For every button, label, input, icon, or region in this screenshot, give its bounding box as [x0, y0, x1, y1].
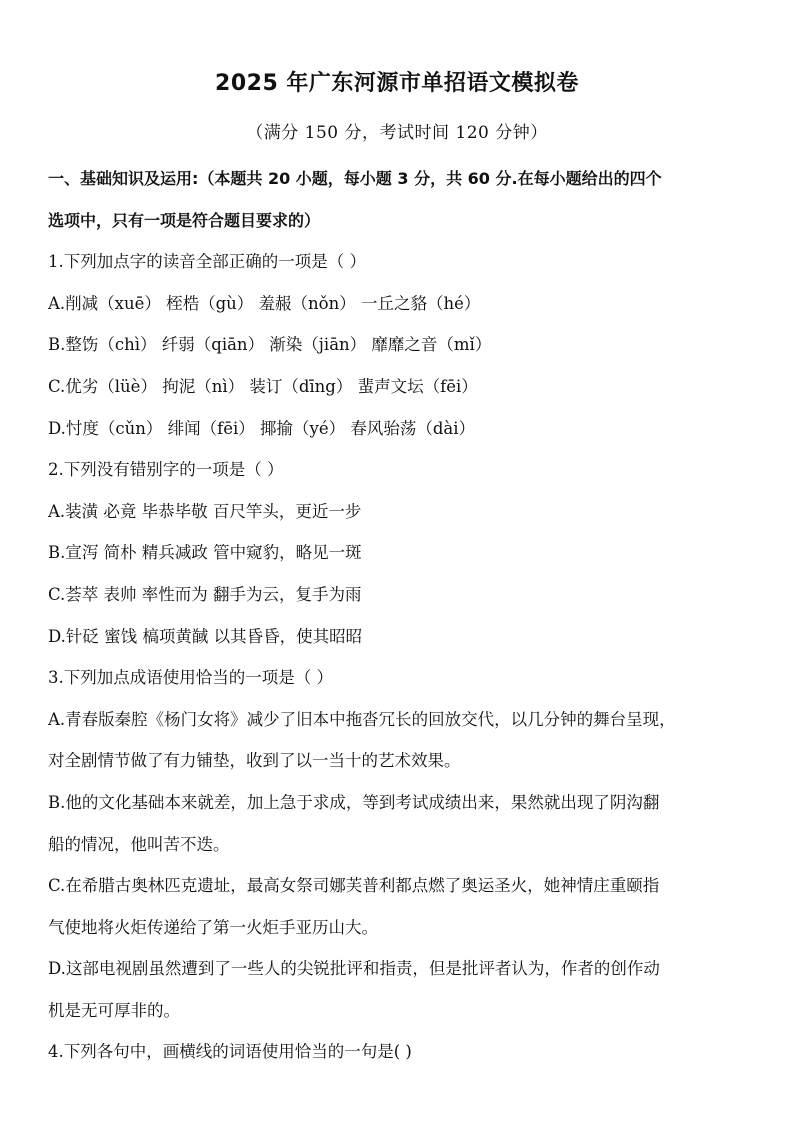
page-title: 2025 年广东河源市单招语文模拟卷 [215, 71, 579, 96]
question-3-option-d-line-2: 机是无可厚非的。 [48, 1000, 180, 1020]
question-1-option-c: C.优劣（lüè） 拘泥（nì） 装订（dīng） 蜚声文坛（fēi） [48, 376, 478, 396]
question-3-option-c-line-1: C.在希腊古奥林匹克遗址，最高女祭司娜芙普利都点燃了奥运圣火，她神情庄重颐指 [48, 876, 660, 896]
question-1-option-d: D.忖度（cǔn） 绯闻（fēi） 揶揄（yé） 春风骀荡（dài） [48, 418, 476, 438]
question-3-option-d-line-1: D.这部电视剧虽然遭到了一些人的尖锐批评和指责，但是批评者认为，作者的创作动 [48, 959, 660, 979]
question-3-stem: 3.下列加点成语使用恰当的一项是（ ） [48, 668, 333, 688]
question-1-option-a: A.削减（xuē） 桎梏（gù） 羞赧（nǒn） 一丘之貉（hé） [48, 293, 481, 313]
question-4-stem: 4.下列各句中，画横线的词语使用恰当的一句是( ) [48, 1042, 412, 1062]
section-heading-line-1: 一、基础知识及运用:（本题共 20 小题，每小题 3 分，共 60 分.在每小题给出的四个 [48, 169, 662, 188]
question-2-option-a: A.装潢 必竟 毕恭毕敬 百尺竿头，更近一步 [48, 501, 362, 521]
question-3-option-a-line-1: A.青春版秦腔《杨门女将》减少了旧本中拖沓冗长的回放交代，以几分钟的舞台呈现， [48, 709, 676, 729]
question-2-option-b: B.宣泻 简朴 精兵减政 管中窥豹，略见一斑 [48, 543, 362, 563]
exam-body [48, 158, 760, 1073]
question-3-option-b-line-2: 船的情况，他叫苦不迭。 [48, 834, 230, 854]
question-2-option-d: D.针砭 蜜饯 槁项黄馘 以其昏昏，使其昭昭 [48, 626, 363, 646]
section-heading-line-2: 选项中，只有一项是符合题目要求的） [48, 210, 321, 230]
exam-info: （满分 150 分，考试时间 120 分钟） [246, 123, 548, 143]
question-2-stem: 2.下列没有错别字的一项是（ ） [48, 460, 284, 480]
question-3-option-c-line-2: 气使地将火炬传递给了第一火炬手亚历山大。 [48, 917, 378, 937]
question-1-option-b: B.整饬（chì） 纤弱（qiān） 渐染（jiān） 靡靡之音（mǐ） [48, 335, 492, 355]
question-3-option-a-line-2: 对全剧情节做了有力铺垫，收到了以一当十的艺术效果。 [48, 751, 461, 771]
question-2-option-c: C.荟萃 表帅 率性而为 翻手为云，复手为雨 [48, 584, 362, 604]
question-1-stem: 1.下列加点字的读音全部正确的一项是（ ） [48, 252, 366, 272]
question-3-option-b-line-1: B.他的文化基础本来就差，加上急于求成，等到考试成绩出来，果然就出现了阴沟翻 [48, 792, 660, 812]
